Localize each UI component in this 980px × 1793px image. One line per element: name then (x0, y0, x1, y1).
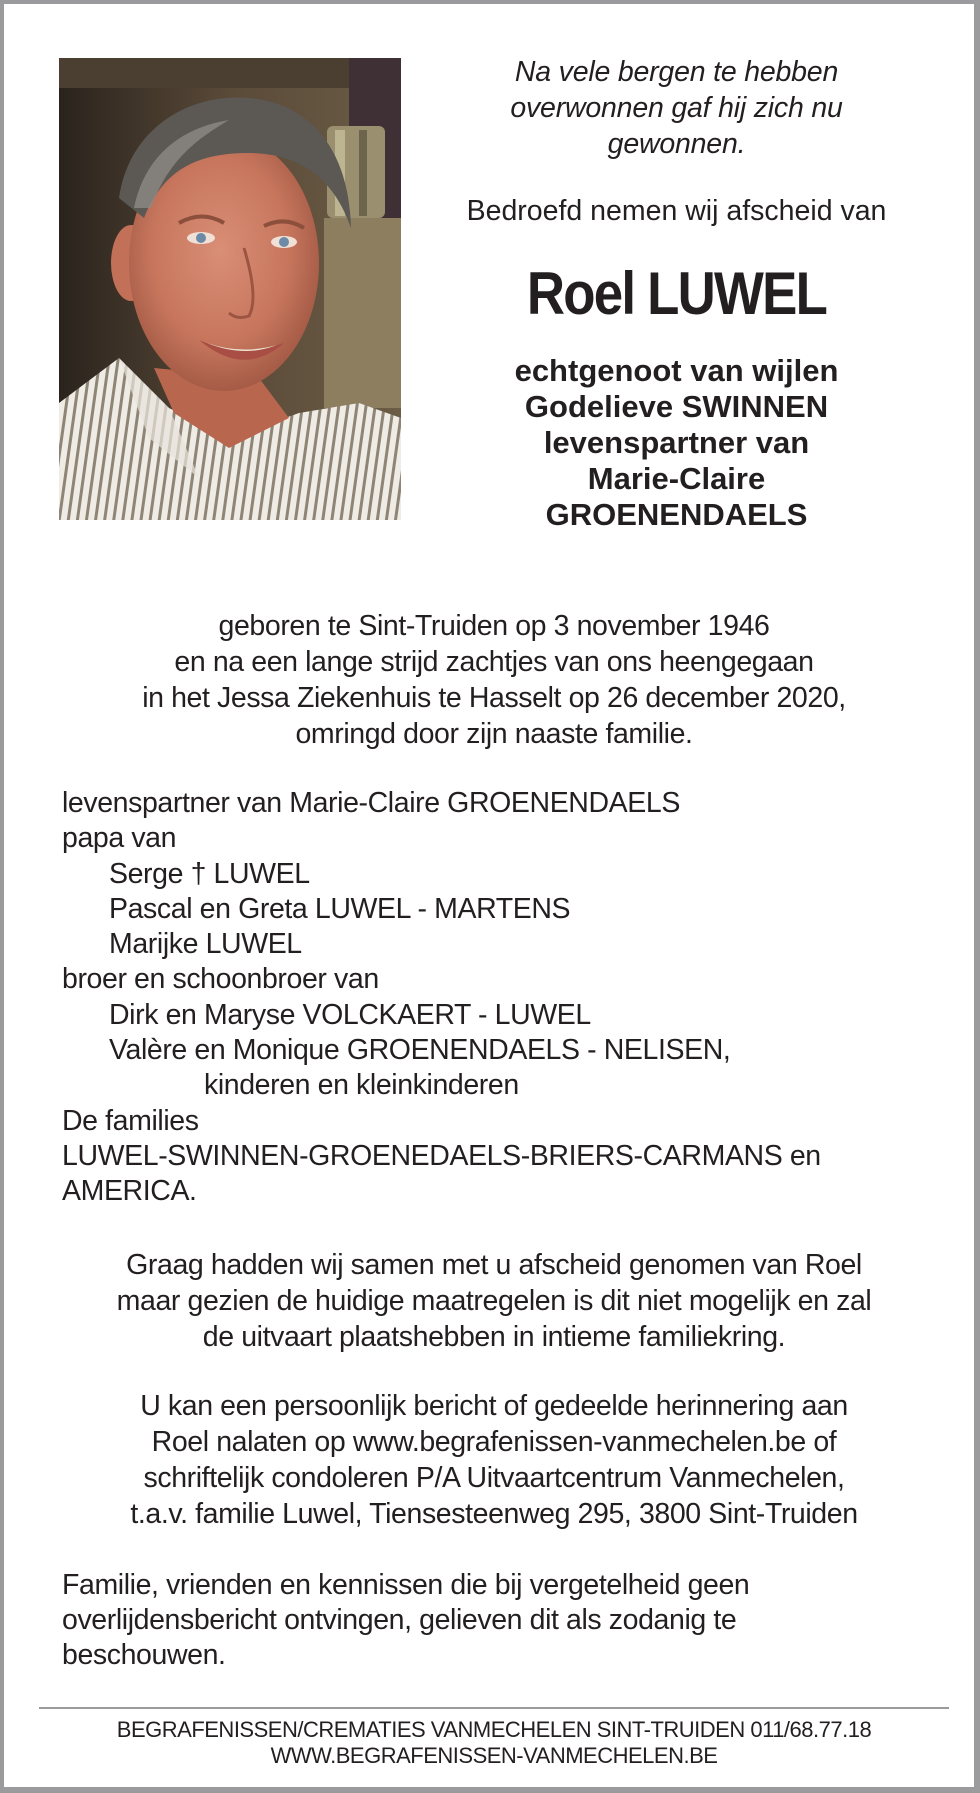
notice-line: beschouwen. (62, 1639, 226, 1671)
header-block (444, 54, 909, 533)
footer-website: WWW.BEGRAFENISSEN-VANMECHELEN.BE (270, 1743, 718, 1768)
family-line: LUWEL-SWINNEN-GROENEDAELS-BRIERS-CARMANS en (62, 1139, 821, 1172)
family-line: Pascal en Greta LUWEL - MARTENS (109, 892, 571, 925)
farewell-paragraph (59, 1247, 929, 1355)
relation-line: Marie-Claire (587, 461, 766, 496)
condolence-line: t.a.v. familie Luwel, Tiensesteenweg 295, 3800 Sint-Truiden (130, 1498, 858, 1530)
farewell-line: maar gezien de huidige maatregelen is dit niet mogelijk en zal (116, 1285, 872, 1317)
notice-line: overlijdensbericht ontvingen, gelieven dit als zodanig te (62, 1604, 737, 1636)
life-line: en na een lange strijd zachtjes van ons heengegaan (174, 646, 814, 678)
quote-line: overwonnen gaf hij zich nu (510, 92, 843, 124)
footer-divider (39, 1707, 949, 1709)
family-line: Serge † LUWEL (109, 857, 310, 890)
notice-paragraph (62, 1568, 922, 1673)
family-line: Marijke LUWEL (109, 928, 302, 961)
condolence-paragraph (59, 1388, 929, 1532)
life-line: geboren te Sint-Truiden op 3 november 1946 (218, 610, 770, 642)
condolence-line: schriftelijk condoleren P/A Uitvaartcentrum Vanmechelen, (143, 1462, 845, 1494)
family-line: papa van (62, 822, 177, 855)
family-line: broer en schoonbroer van (62, 963, 379, 996)
deceased-name: Roel LUWEL (526, 260, 827, 327)
relation-line: Godelieve SWINNEN (524, 389, 829, 424)
family-line: levenspartner van Marie-Claire GROENENDAELS (62, 787, 680, 819)
portrait-photo (59, 58, 401, 520)
family-line: Valère en Monique GROENENDAELS - NELISEN, (109, 1034, 731, 1067)
family-line: AMERICA. (62, 1175, 197, 1208)
farewell-line: Graag hadden wij samen met u afscheid genomen van Roel (126, 1249, 862, 1281)
life-details (59, 608, 929, 752)
farewell-line: de uitvaart plaatshebben in intieme familiekring. (202, 1321, 786, 1353)
funeral-home-footer (24, 1717, 964, 1769)
relation-line: GROENENDAELS (545, 497, 808, 532)
family-line: Dirk en Maryse VOLCKAERT - LUWEL (109, 998, 591, 1031)
family-list (62, 786, 942, 1210)
relation-line: levenspartner van (543, 425, 810, 460)
condolence-line: Roel nalaten op www.begrafenissen-vanmechelen.be of (151, 1426, 837, 1458)
notice-line: Familie, vrienden en kennissen die bij vergetelheid geen (62, 1569, 750, 1601)
life-line: omringd door zijn naaste familie. (295, 718, 693, 750)
footer-contact: BEGRAFENISSEN/CREMATIES VANMECHELEN SINT-TRUIDEN 011/68.77.18 (116, 1717, 872, 1742)
family-line: kinderen en kleinkinderen (204, 1069, 519, 1102)
life-line: in het Jessa Ziekenhuis te Hasselt op 26 december 2020, (142, 682, 846, 714)
quote-line: gewonnen. (607, 128, 746, 160)
relation-line: echtgenoot van wijlen (514, 353, 839, 388)
intro-text: Bedroefd nemen wij afscheid van (466, 195, 887, 227)
portrait-image (59, 58, 401, 520)
condolence-line: U kan een persoonlijk bericht of gedeelde herinnering aan (140, 1390, 848, 1422)
memorial-quote (444, 54, 909, 162)
family-line: De families (62, 1104, 199, 1137)
quote-line: Na vele bergen te hebben (514, 56, 839, 88)
spouse-relations (444, 353, 909, 533)
